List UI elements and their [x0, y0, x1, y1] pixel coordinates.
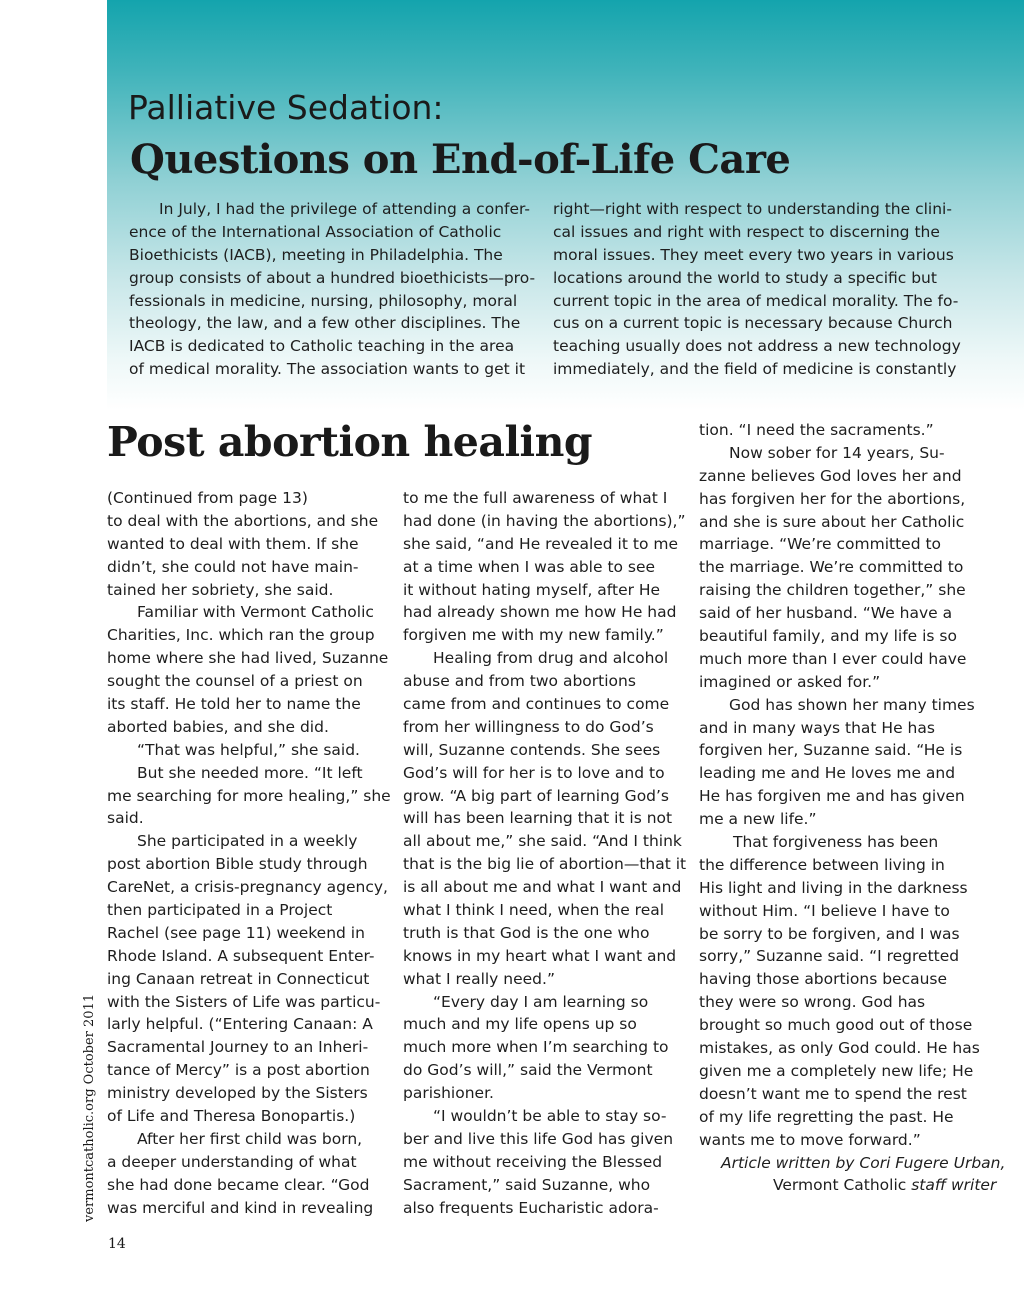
text-line: Bioethicists (IACB), meeting in Philadelphia. The	[129, 245, 503, 264]
text-line: Familiar with Vermont Catholic	[137, 603, 374, 622]
text-line: immediately, and the field of medicine is constantly	[553, 360, 957, 379]
text-line: He has forgiven me and has given	[699, 787, 965, 806]
text-line: IACB is dedicated to Catholic teaching in the area	[129, 337, 515, 356]
text-line: ministry developed by the Sisters	[107, 1084, 368, 1103]
text-line: aborted babies, and she did.	[107, 717, 329, 736]
text-line: moral issues. They meet every two years in various	[553, 245, 954, 264]
text-line: His light and living in the darkness	[699, 878, 968, 897]
text-line: fessionals in medicine, nursing, philosophy, moral	[129, 291, 518, 310]
text-line: much and my life opens up so	[403, 1015, 637, 1034]
text-line: ence of the International Association of Catholic	[129, 222, 502, 241]
text-line: the difference between living in	[699, 855, 945, 874]
byline: Article written by Cori Fugere Urban,	[721, 1153, 1006, 1172]
text-line: mistakes, as only God could. He has	[699, 1039, 980, 1058]
intro-column-1	[129, 198, 536, 381]
text-line: “Every day I am learning so	[433, 992, 649, 1011]
byline-affiliation	[699, 1174, 997, 1197]
text-line: After her first child was born,	[137, 1129, 363, 1148]
text-line: of Life and Theresa Bonopartis.)	[107, 1107, 356, 1126]
side-footer-text: vermontcatholic.org October 2011	[82, 993, 97, 1222]
text-line: is all about me and what I want and	[403, 878, 682, 897]
text-line: imagined or asked for.”	[699, 672, 881, 691]
text-line: current topic in the area of medical morality. The fo-	[553, 291, 959, 310]
text-line: be sorry to be forgiven, and I was	[699, 924, 960, 943]
text-line: parishioner.	[403, 1084, 494, 1103]
sidebar-story-title: Questions on End-of-Life Care	[130, 136, 791, 183]
text-line: has forgiven her for the abortions,	[699, 489, 966, 508]
text-line: do God’s will,” said the Vermont	[403, 1061, 653, 1080]
byline-affiliation-text: Vermont Catholic	[773, 1176, 912, 1195]
text-line: grow. “A big part of learning God’s	[403, 786, 670, 805]
text-line: wanted to deal with them. If she	[107, 534, 359, 553]
text-line: knows in my heart what I want and	[403, 946, 677, 965]
text-line: me a new life.”	[699, 810, 817, 829]
text-line: teaching usually does not address a new technology	[553, 337, 961, 356]
text-line: said of her husband. “We have a	[699, 604, 953, 623]
text-line: Sacrament,” said Suzanne, who	[403, 1175, 651, 1194]
text-line: ber and live this life God has given	[403, 1129, 674, 1148]
text-line: she had done became clear. “God	[107, 1175, 370, 1194]
article-column-3	[699, 419, 1006, 1197]
text-line: then participated in a Project	[107, 901, 333, 920]
text-line: at a time when I was able to see	[403, 557, 656, 576]
text-line: will has been learning that it is not	[403, 809, 673, 828]
text-line: group consists of about a hundred bioethicists—pro-	[129, 268, 536, 287]
text-line: Charities, Inc. which ran the group	[107, 626, 375, 645]
text-line: me searching for more healing,” she	[107, 786, 391, 805]
text-line: a deeper understanding of what	[107, 1152, 357, 1171]
text-line: also frequents Eucharistic adora-	[403, 1198, 659, 1217]
text-line: and she is sure about her Catholic	[699, 512, 965, 531]
text-line: having those abortions because	[699, 970, 948, 989]
sidebar-story-subtitle: Palliative Sedation:	[128, 88, 444, 127]
text-line: sought the counsel of a priest on	[107, 672, 363, 691]
text-line: all about me,” she said. “And I think	[403, 832, 682, 851]
page-number: 14	[108, 1236, 126, 1252]
text-line: tance of Mercy” is a post abortion	[107, 1061, 370, 1080]
text-line: with the Sisters of Life was particu-	[107, 992, 381, 1011]
text-line: they were so wrong. God has	[699, 993, 926, 1012]
text-line: forgiven me with my new family.”	[403, 626, 664, 645]
text-line: She participated in a weekly	[137, 832, 358, 851]
text-line: sorry,” Suzanne said. “I regretted	[699, 947, 960, 966]
text-line: will, Suzanne contends. She sees	[403, 740, 661, 759]
text-line: she said, “and He revealed it to me	[403, 534, 678, 553]
text-line: wants me to move forward.”	[699, 1130, 921, 1149]
byline-role: staff writer	[911, 1176, 997, 1195]
text-line: “I wouldn’t be able to stay so-	[433, 1107, 667, 1126]
text-line: In July, I had the privilege of attending a confer-	[159, 200, 530, 218]
text-line: from her willingness to do God’s	[403, 717, 654, 736]
text-line: was merciful and kind in revealing	[107, 1198, 374, 1217]
text-line: But she needed more. “It left	[137, 763, 363, 782]
text-line: marriage. “We’re committed to	[699, 535, 942, 554]
text-line: cal issues and right with respect to discerning the	[553, 222, 940, 241]
text-line: doesn’t want me to spend the rest	[699, 1084, 967, 1103]
text-line: Rachel (see page 11) weekend in	[107, 923, 365, 942]
text-line: much more than I ever could have	[699, 649, 967, 668]
text-line: post abortion Bible study through	[107, 855, 368, 874]
text-line: ing Canaan retreat in Connecticut	[107, 969, 370, 988]
text-line: the marriage. We’re committed to	[699, 558, 964, 577]
text-line: home where she had lived, Suzanne	[107, 649, 389, 668]
text-line: cus on a current topic is necessary because Church	[553, 314, 953, 333]
text-line: had already shown me how He had	[403, 603, 677, 622]
text-line: theology, the law, and a few other disciplines. The	[129, 314, 521, 333]
text-line: Rhode Island. A subsequent Enter-	[107, 946, 375, 965]
text-line: and in many ways that He has	[699, 718, 935, 737]
text-line: Now sober for 14 years, Su-	[729, 443, 945, 462]
text-line: raising the children together,” she	[699, 581, 966, 600]
text-line: That forgiveness has been	[733, 833, 939, 852]
text-line: Sacramental Journey to an Inheri-	[107, 1038, 369, 1057]
text-line: of my life regretting the past. He	[699, 1107, 954, 1126]
text-line: zanne believes God loves her and	[699, 466, 962, 485]
text-line: me without receiving the Blessed	[403, 1152, 663, 1171]
intro-column-2	[553, 198, 961, 381]
text-line: God has shown her many times	[729, 695, 975, 714]
text-line: CareNet, a crisis-pregnancy agency,	[107, 878, 388, 897]
text-line: God’s will for her is to love and to	[403, 763, 665, 782]
text-line: didn’t, she could not have main-	[107, 557, 359, 576]
text-line: its staff. He told her to name the	[107, 695, 361, 714]
text-line: of medical morality. The association wants to get it	[129, 360, 526, 379]
text-line: that is the big lie of abortion—that it	[403, 855, 687, 874]
text-line: given me a completely new life; He	[699, 1061, 974, 1080]
text-line: came from and continues to come	[403, 695, 670, 714]
text-line: to me the full awareness of what I	[403, 489, 668, 507]
text-line: truth is that God is the one who	[403, 923, 650, 942]
text-line: had done (in having the abortions),”	[403, 511, 686, 530]
text-line: said.	[107, 809, 144, 828]
text-line: without Him. “I believe I have to	[699, 901, 950, 920]
text-line: tion. “I need the sacraments.”	[699, 421, 934, 439]
text-line: to deal with the abortions, and she	[107, 511, 379, 530]
text-line: right—right with respect to understanding the clini-	[553, 200, 952, 218]
text-line: what I really need.”	[403, 969, 555, 988]
text-line: Healing from drug and alcohol	[433, 649, 669, 668]
article-column-1	[107, 487, 391, 1220]
text-line: it without hating myself, after He	[403, 580, 661, 599]
continued-note: (Continued from page 13)	[107, 489, 308, 507]
text-line: what I think I need, when the real	[403, 901, 665, 920]
text-line: larly helpful. (“Entering Canaan: A	[107, 1015, 373, 1034]
text-line: tained her sobriety, she said.	[107, 580, 334, 599]
article-title: Post abortion healing	[107, 418, 593, 466]
article-column-2	[403, 487, 687, 1220]
text-line: “That was helpful,” she said.	[137, 740, 360, 759]
text-line: forgiven her, Suzanne said. “He is	[699, 741, 963, 760]
text-line: leading me and He loves me and	[699, 764, 956, 783]
text-line: much more when I’m searching to	[403, 1038, 669, 1057]
text-line: abuse and from two abortions	[403, 672, 636, 691]
text-line: brought so much good out of those	[699, 1016, 973, 1035]
text-line: locations around the world to study a specific but	[553, 268, 937, 287]
text-line: beautiful family, and my life is so	[699, 627, 957, 646]
